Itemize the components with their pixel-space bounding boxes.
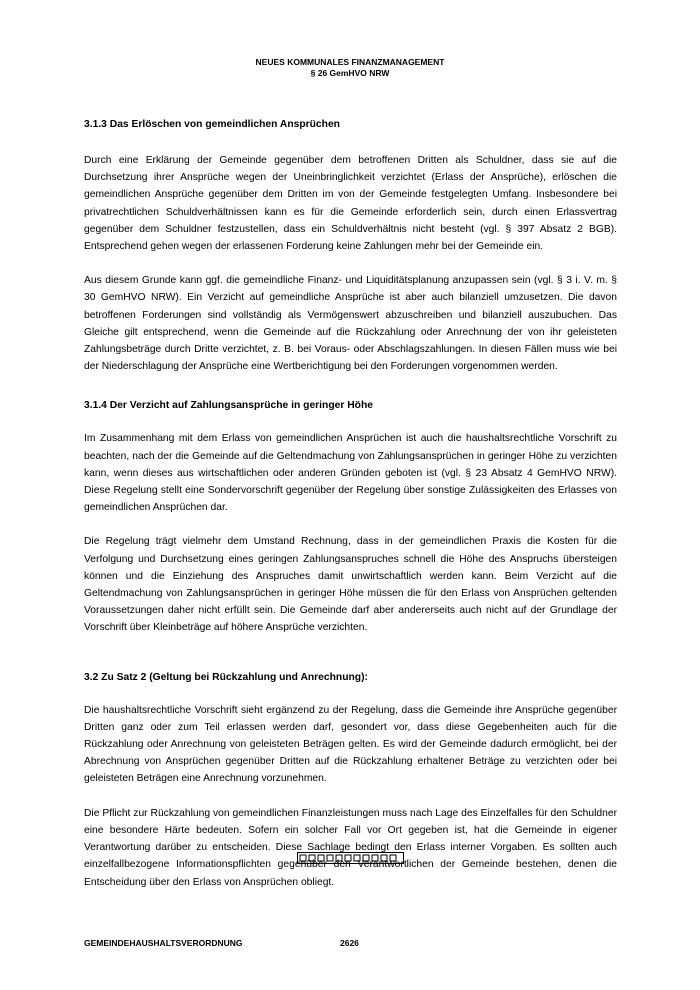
paragraph: Die Regelung trägt vielmehr dem Umstand Rechnung, dass in der gemeindlichen Praxis die Kosten für die Verfolgung und Durchsetzung eines geringen Zahlungsanspruches schnell die Höhe des Anspruchs übersteigen können und die Einziehung des Anspruches damit unwirtschaftlich werden kann. Beim Verzicht auf die Geltendmachung von Zahlungsansprüchen in geringer Höhe müssen die für den Erlass von Ansprüchen geltenden Voraussetzungen daher nicht erfüllt sein. Die Gemeinde darf aber andererseits auch nicht auf der Grundlage der Vorschrift über Kleinbeträge auf höhere Ansprüche verzichten. (84, 536, 617, 634)
paragraph: Die haushaltsrechtliche Vorschrift sieht ergänzend zu der Regelung, dass die Gemeinde ihre Ansprüche gegenüber Dritten ganz oder zum Teil erlassen werden darf, gesondert vor, dass diese Gegebenheiten auch für die Rückzahlung oder Anrechnung von geleisteten Beträgen gelten. Es wird der Gemeinde dadurch ermöglicht, bei der Abrechnung von Ansprüchen gegenüber Dritten auf die Rückzahlung erhaltener Beträge zu verzichten oder bei geleisteten Beträgen eine Anrechnung vorzunehmen. (84, 704, 617, 785)
header-subtitle: § 26 GemHVO NRW (310, 68, 390, 78)
section-heading-3-2: 3.2 Zu Satz 2 (Geltung bei Rückzahlung und Anrechnung): (84, 671, 368, 683)
paragraph: Die Pflicht zur Rückzahlung von gemeindlichen Finanzleistungen muss nach Lage des Einzelfalles für den Schuldner eine besondere Härte bedeuten. Sofern ein solcher Fall vor Ort gegeben ist, hat die Gemeinde in eigener Verantwortung darüber zu entscheiden. Diese Sachlage bedingt den Erlass interner Vorgaben. Es sollten auch einzelfallbezogene Informationspflichten gegenüber den Verantwortlichen der Gemeinde bestehen, denen die Entscheidung über den Erlass von Ansprüchen obliegt. (84, 807, 617, 888)
page-header (0, 57, 700, 79)
paragraph: Durch eine Erklärung der Gemeinde gegenüber dem betroffenen Dritten als Schuldner, dass sie auf die Durchsetzung ihrer Ansprüche wegen der Uneinbringlichkeit verzichtet (Erlass der Ansprüche), erlöschen die gemeindlichen Ansprüche gegenüber dem Dritten im von der Gemeinde festgelegten Umfang. Insbesondere bei privatrechtlichen Schuldverhältnissen kann es für die Gemeinde erforderlich sein, durch einen Erlassvertrag gegenüber dem Schuldner festzustellen, dass ein Schuldverhältnis nicht besteht (vgl. § 397 Absatz 2 BGB). Entsprechend gehen wegen der erlassenen Forderung keine Zahlungen mehr bei der Gemeinde ein. (84, 155, 617, 253)
page-number: 2626 (340, 938, 359, 948)
section-heading-3-1-3: 3.1.3 Das Erlöschen von gemeindlichen Ansprüchen (84, 119, 340, 130)
footer-label: GEMEINDEHAUSHALTSVERORDNUNG (84, 938, 243, 948)
section-end-separator (297, 852, 404, 864)
section-heading-3-1-4: 3.1.4 Der Verzicht auf Zahlungsansprüche in geringer Höhe (84, 400, 373, 412)
paragraph: Im Zusammenhang mit dem Erlass von gemeindlichen Ansprüchen ist auch die haushaltsrechtliche Vorschrift zu beachten, nach der die Gemeinde auf die Geltendmachung von Zahlungsansprüchen in geringer Höhe zu verzichten kann, wenn dieses aus wirtschaftlichen oder anderen Gründen geboten ist (vgl. § 23 Absatz 4 GemHVO NRW). Diese Regelung stellt eine Sondervorschrift gegenüber der Regelung über sonstige Zulässigkeiten des Erlasses von gemeindlichen Ansprüchen dar. (84, 433, 617, 514)
document-body (84, 118, 617, 891)
header-title: NEUES KOMMUNALES FINANZMANAGEMENT (255, 57, 445, 67)
paragraph: Aus diesem Grunde kann ggf. die gemeindliche Finanz- und Liquiditätsplanung anzupassen sein (vgl. § 3 i. V. m. § 30 GemHVO NRW). Ein Verzicht auf gemeindliche Ansprüche ist aber auch bilanziell umzusetzen. Die davon betroffenen Forderungen sind vollständig als Vermögenswert abzuschreiben und bilanziell auszubuchen. Das Gleiche gilt entsprechend, wenn die Gemeinde auf die Rückzahlung oder Anrechnung der von ihr geleisteten Zahlungsbeträge durch Dritte verzichtet, z. B. bei Voraus- oder Abschlagszahlungen. In diesen Fällen muss wie bei der Niederschlagung der Ansprüche eine Wertberichtigung bei den Forderungen vorgenommen werden. (84, 275, 617, 373)
